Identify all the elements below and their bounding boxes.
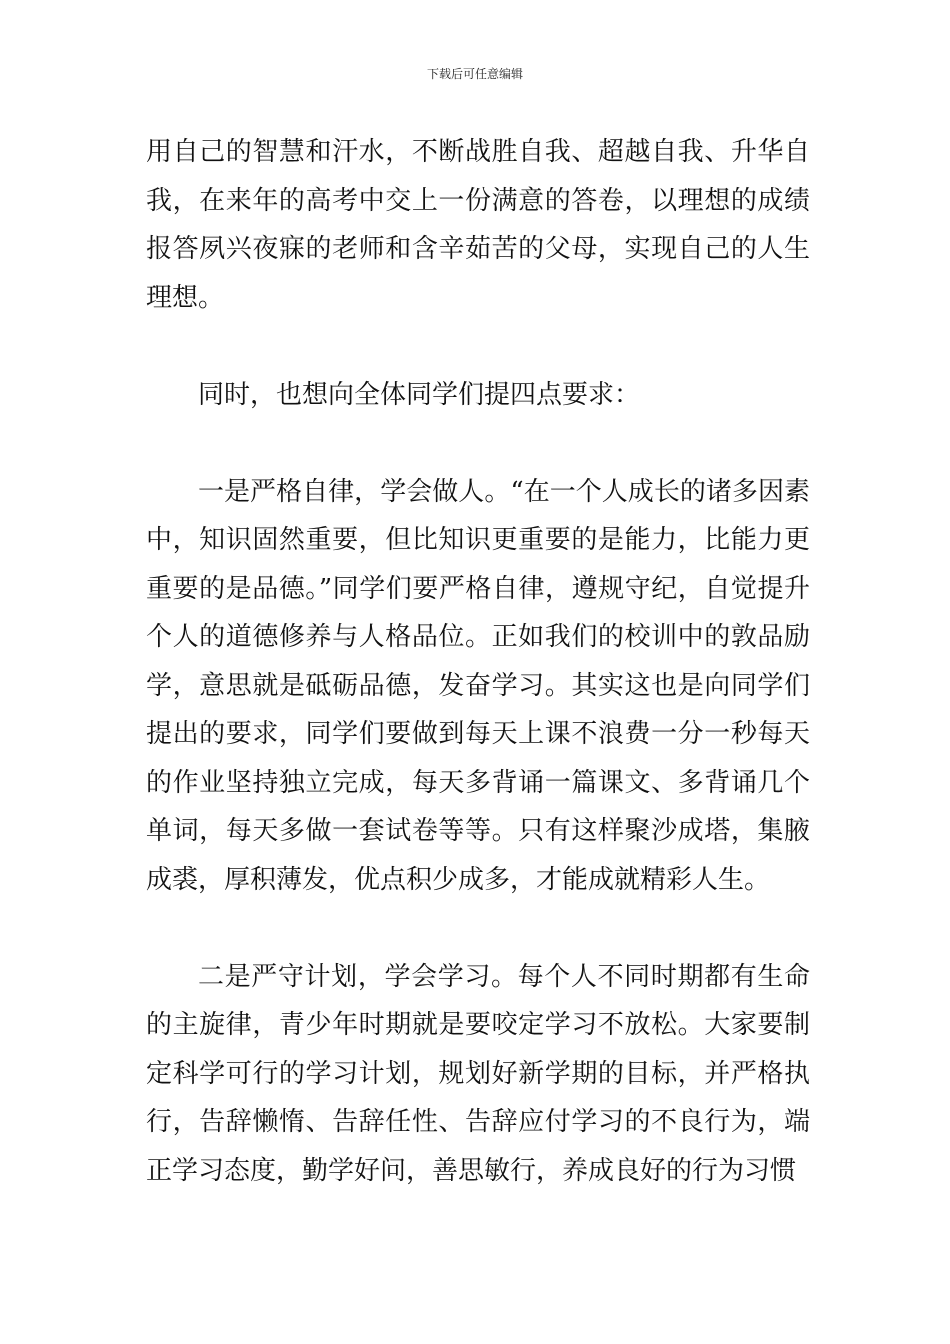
paragraph-gap [146,904,810,953]
paragraph-2: 同时，也想向全体同学们提四点要求： [198,379,641,410]
paragraph-4: 二是严守计划，学会学习。每个人不同时期都有生命的主旋律，青少年时期就是要咬定学习不放松。大家要制定科学可行的学习计划，规划好新学期的目标，并严格执行，告辞懒惰、告辞任性、告辞应付学习的不良行为，端正学习态度，勤学好问，善思敏行，养成良好的行为习惯 [146,961,810,1186]
page-header-note: 下载后可任意编辑 [426,67,523,81]
paragraph-gap [146,419,810,468]
paragraph-1: 用自己的智慧和汗水，不断战胜自我、超越自我、升华自我，在来年的高考中交上一份满意的答卷，以理想的成绩报答夙兴夜寐的老师和含辛茹苦的父母，实现自己的人生理想。 [146,137,810,313]
paragraph-3: 一是严格自律，学会做人。“在一个人成长的诸多因素中，知识固然重要，但比知识更重要的是能力，比能力更重要的是品德。”同学们要严格自律，遵规守纪，自觉提升个人的道德修养与人格品位。正如我们的校训中的敦品励学，意思就是砥砺品德，发奋学习。其实这也是向同学们提出的要求，同学们要做到每天上课不浪费一分一秒每天的作业坚持独立完成，每天多背诵一篇课文、多背诵几个单词，每天多做一套试卷等等。只有这样聚沙成塔，集腋成裘，厚积薄发，优点积少成多，才能成就精彩人生。 [146,476,810,895]
paragraph-gap [146,322,810,371]
document-body [146,128,810,1195]
